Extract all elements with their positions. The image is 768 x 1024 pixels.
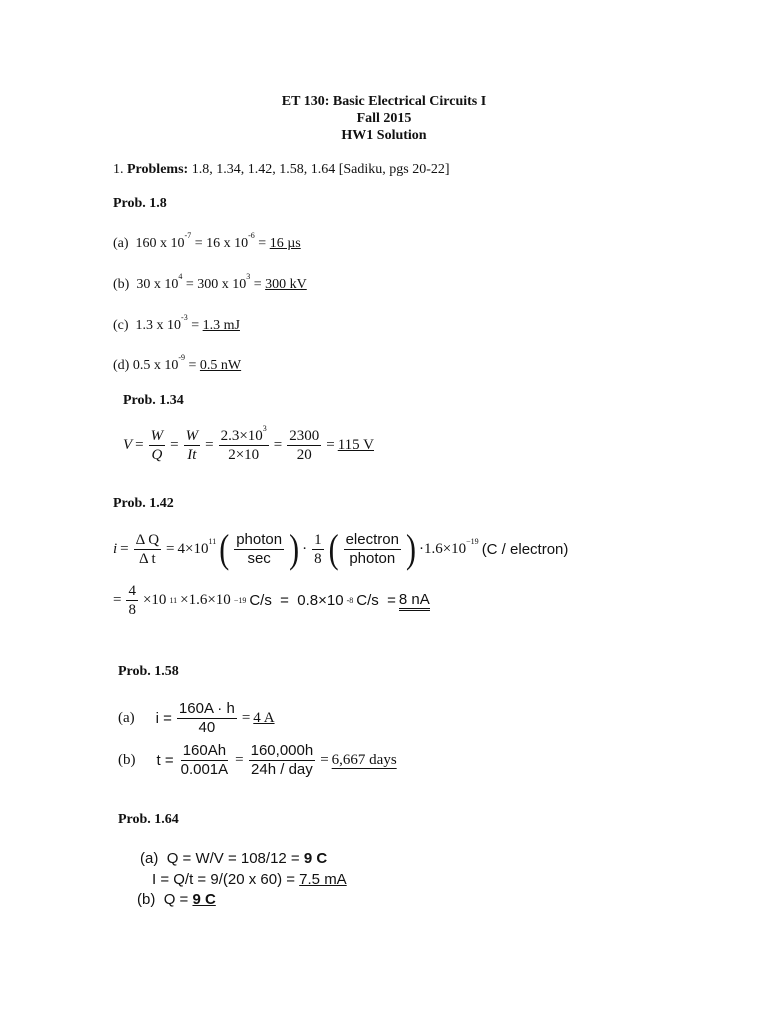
numerator: 160Ah: [182, 742, 227, 759]
middle: = 16 x 10: [194, 236, 249, 251]
answer: 9 C: [192, 891, 216, 908]
denominator: 8: [128, 602, 136, 618]
problems-label: Problems:: [127, 162, 189, 177]
term: ×10: [142, 592, 167, 608]
exponent: 11: [208, 537, 217, 546]
equals: =: [188, 358, 197, 373]
prob-1-58-b: [118, 742, 397, 779]
label: (b): [118, 752, 136, 768]
denominator: 20: [296, 447, 312, 463]
answer: 16 µs: [269, 236, 301, 251]
left-paren: (: [219, 526, 230, 572]
equals: =: [135, 437, 144, 453]
prob-1-8-b: [113, 272, 307, 293]
fraction: [149, 427, 166, 464]
label: (b): [137, 891, 156, 908]
numerator: W: [185, 428, 199, 444]
numerator: 160,000h: [250, 742, 314, 759]
answer: 0.5 nW: [199, 358, 242, 373]
answer: 6,667 days: [331, 752, 397, 768]
numerator: electron: [345, 531, 399, 548]
answer: 300 kV: [265, 277, 307, 292]
prob-1-42-title: Prob. 1.42: [113, 496, 174, 511]
prob-1-64-a2: [152, 871, 347, 888]
prob-1-58-a: [118, 700, 275, 737]
mantissa: ·1.6×10: [418, 541, 467, 557]
prob-1-64-title: Prob. 1.64: [118, 812, 179, 827]
denominator: photon: [349, 550, 396, 567]
charge: [418, 537, 479, 558]
fraction: [179, 742, 231, 779]
denominator: 2×10: [228, 447, 260, 463]
var-i: i =: [155, 710, 172, 727]
exponent: -3: [181, 313, 188, 322]
base: 30 x 10: [136, 277, 179, 292]
prob-1-42-line1: [113, 526, 569, 572]
numerator: photon: [236, 531, 283, 548]
fraction: [219, 424, 269, 464]
numerator: 1: [314, 532, 322, 548]
mantissa: 2.3×10: [220, 428, 263, 444]
fraction: [344, 531, 401, 568]
equals: =: [120, 541, 129, 557]
fraction: [287, 427, 321, 464]
numerator: 160A · h: [178, 700, 235, 717]
coefficient: [177, 537, 217, 558]
base: 160 x 10: [135, 236, 185, 251]
denominator: Δ t: [138, 551, 156, 567]
equals: =: [273, 437, 283, 453]
dot: ·: [302, 541, 308, 557]
numerator: Δ Q: [135, 532, 160, 548]
prob-1-58-title: Prob. 1.58: [118, 664, 179, 679]
equals: =: [170, 437, 179, 453]
equals: =: [326, 437, 335, 453]
middle: = 300 x 10: [185, 277, 247, 292]
mantissa: 4×10: [177, 541, 209, 557]
label: (d): [113, 358, 130, 373]
prob-1-8-c: [113, 313, 240, 334]
term: Fall 2015: [356, 111, 412, 126]
denominator: It: [187, 447, 197, 463]
equals: =: [191, 318, 200, 333]
var-i: i: [113, 541, 118, 557]
prob-1-8-d: [113, 353, 242, 374]
prob-1-64-b: [137, 891, 216, 908]
answer: 8 nA: [399, 591, 430, 611]
label: (a): [113, 236, 129, 251]
exponent: −19: [466, 537, 479, 546]
prob-1-42-line2: = $\frac{4}{8}$ ×10 11 ×1.6×10 −19 C/s = 0.8×10 -8 C/s = 8 nA: [113, 583, 430, 618]
exponent: 3: [246, 272, 251, 281]
exponent: -6: [248, 231, 255, 240]
prob-1-34-equation: [123, 424, 374, 464]
equals: =: [258, 236, 267, 251]
fraction: [249, 742, 316, 779]
term: C/s = 0.8×10: [249, 592, 344, 609]
equals: =: [253, 277, 262, 292]
label: (c): [113, 318, 129, 333]
answer: 115 V: [337, 437, 374, 453]
label: (b): [113, 277, 130, 292]
exponent: 4: [178, 272, 183, 281]
equals: =: [235, 752, 244, 768]
answer: 4 A: [253, 710, 275, 726]
exponent: 3: [262, 424, 267, 433]
var-v: V: [123, 437, 133, 453]
term: ×1.6×10: [180, 592, 231, 608]
equals: =: [241, 710, 251, 726]
right-paren: ): [289, 526, 300, 572]
denominator: 0.001A: [180, 761, 229, 778]
equals: =: [166, 541, 175, 557]
fraction: [184, 427, 201, 464]
equals: =: [113, 592, 122, 608]
label: (a): [140, 850, 159, 867]
equals: =: [320, 752, 329, 768]
numerator: [219, 424, 269, 446]
fraction: [177, 700, 237, 737]
fraction: [134, 531, 161, 568]
problems-list: 1.8, 1.34, 1.42, 1.58, 1.64 [Sadiku, pgs 20-22]: [191, 162, 450, 177]
base: 1.3 x 10: [135, 318, 182, 333]
numerator: 4: [128, 583, 136, 599]
numerator: 2300: [289, 428, 320, 444]
expression: Q = W/V = 108/12 =: [166, 850, 300, 867]
answer: 9 C: [303, 850, 328, 867]
numerator: W: [150, 428, 164, 444]
term: C/s =: [356, 592, 396, 609]
doc-title: HW1 Solution: [341, 128, 427, 143]
expression: I = Q/t = 9/(20 x 60) =: [152, 871, 295, 888]
prob-1-34-title: Prob. 1.34: [123, 393, 184, 408]
denominator: 24h / day: [251, 761, 313, 778]
fraction: [312, 531, 324, 568]
exponent: -7: [184, 231, 192, 240]
fraction: [126, 582, 138, 619]
base: 0.5 x 10: [132, 358, 179, 373]
prob-1-64-a: [140, 850, 327, 867]
equals: =: [205, 437, 214, 453]
label: (a): [118, 710, 135, 726]
denominator: Q: [151, 447, 163, 463]
prob-1-8-title: Prob. 1.8: [113, 196, 167, 211]
fraction: [234, 531, 284, 568]
right-paren: ): [405, 526, 416, 572]
answer: 7.5 mA: [299, 871, 347, 888]
expression: Q =: [163, 891, 189, 908]
problems-num: 1.: [113, 162, 124, 177]
denominator: 8: [314, 551, 322, 567]
course-title: ET 130: Basic Electrical Circuits I: [281, 94, 487, 109]
prob-1-8-a: [113, 231, 301, 252]
unit: (C / electron): [481, 541, 569, 558]
exponent: -9: [178, 353, 185, 362]
var-t: t =: [156, 752, 174, 769]
left-paren: (: [328, 526, 339, 572]
problems-line: [113, 162, 450, 178]
denominator: 40: [198, 719, 216, 736]
answer: 1.3 mJ: [202, 318, 240, 333]
denominator: sec: [247, 550, 271, 567]
